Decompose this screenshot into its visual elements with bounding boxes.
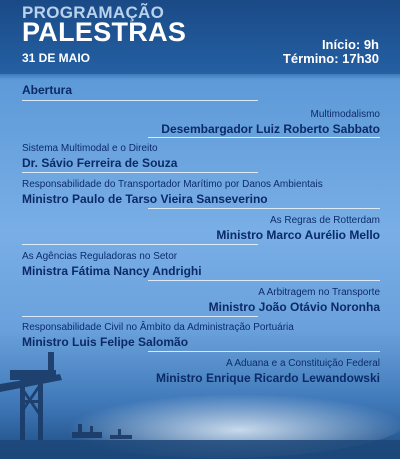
session-speaker: Desembargador Luiz Roberto Sabbato: [161, 122, 380, 136]
divider: [22, 244, 258, 245]
divider: [148, 280, 380, 281]
title-palestras: PALESTRAS: [22, 17, 187, 47]
header-banner: [0, 0, 400, 74]
session-3: [22, 179, 380, 206]
session-1: [22, 109, 380, 136]
session-speaker: Ministro Enrique Ricardo Lewandowski: [155, 371, 380, 385]
session-speaker: Ministro João Otávio Noronha: [208, 300, 380, 314]
session-7: [22, 322, 380, 349]
session-speaker: Ministra Fátima Nancy Andrighi: [22, 264, 202, 278]
session-speaker: Ministro Marco Aurélio Mello: [216, 228, 380, 242]
session-topic: Sistema Multimodal e o Direito: [22, 143, 158, 154]
divider: [148, 137, 380, 138]
session-speaker: Ministro Paulo de Tarso Vieira Sanseverino: [22, 192, 268, 206]
session-topic: As Agências Reguladoras no Setor: [22, 251, 178, 262]
opening-label: Abertura: [22, 83, 73, 97]
session-topic: A Arbitragem no Transporte: [258, 287, 380, 298]
session-topic: Multimodalismo: [310, 109, 380, 120]
session-2: [22, 143, 380, 170]
session-5: [22, 251, 380, 278]
event-date: 31 DE MAIO: [22, 51, 91, 65]
session-topic: A Aduana e a Constituição Federal: [226, 358, 380, 369]
session-topic: As Regras de Rotterdam: [269, 215, 380, 226]
divider: [22, 316, 258, 317]
title-programacao: PROGRAMAÇÃO: [22, 3, 165, 22]
divider: [148, 208, 380, 209]
divider: [22, 172, 258, 173]
session-speaker: Dr. Sávio Ferreira de Souza: [22, 156, 178, 170]
divider: [22, 100, 258, 101]
session-topic: Responsabilidade Civil no Âmbito da Administração Portuária: [22, 322, 294, 333]
session-8: [22, 358, 380, 385]
divider: [148, 351, 380, 352]
session-topic: Responsabilidade do Transportador Marítimo por Danos Ambientais: [22, 179, 323, 190]
session-6: [22, 287, 380, 314]
start-time: Início: 9h: [321, 37, 379, 52]
session-4: [22, 215, 380, 242]
session-speaker: Ministro Luis Felipe Salomão: [22, 335, 189, 349]
end-time: Término: 17h30: [282, 51, 379, 66]
